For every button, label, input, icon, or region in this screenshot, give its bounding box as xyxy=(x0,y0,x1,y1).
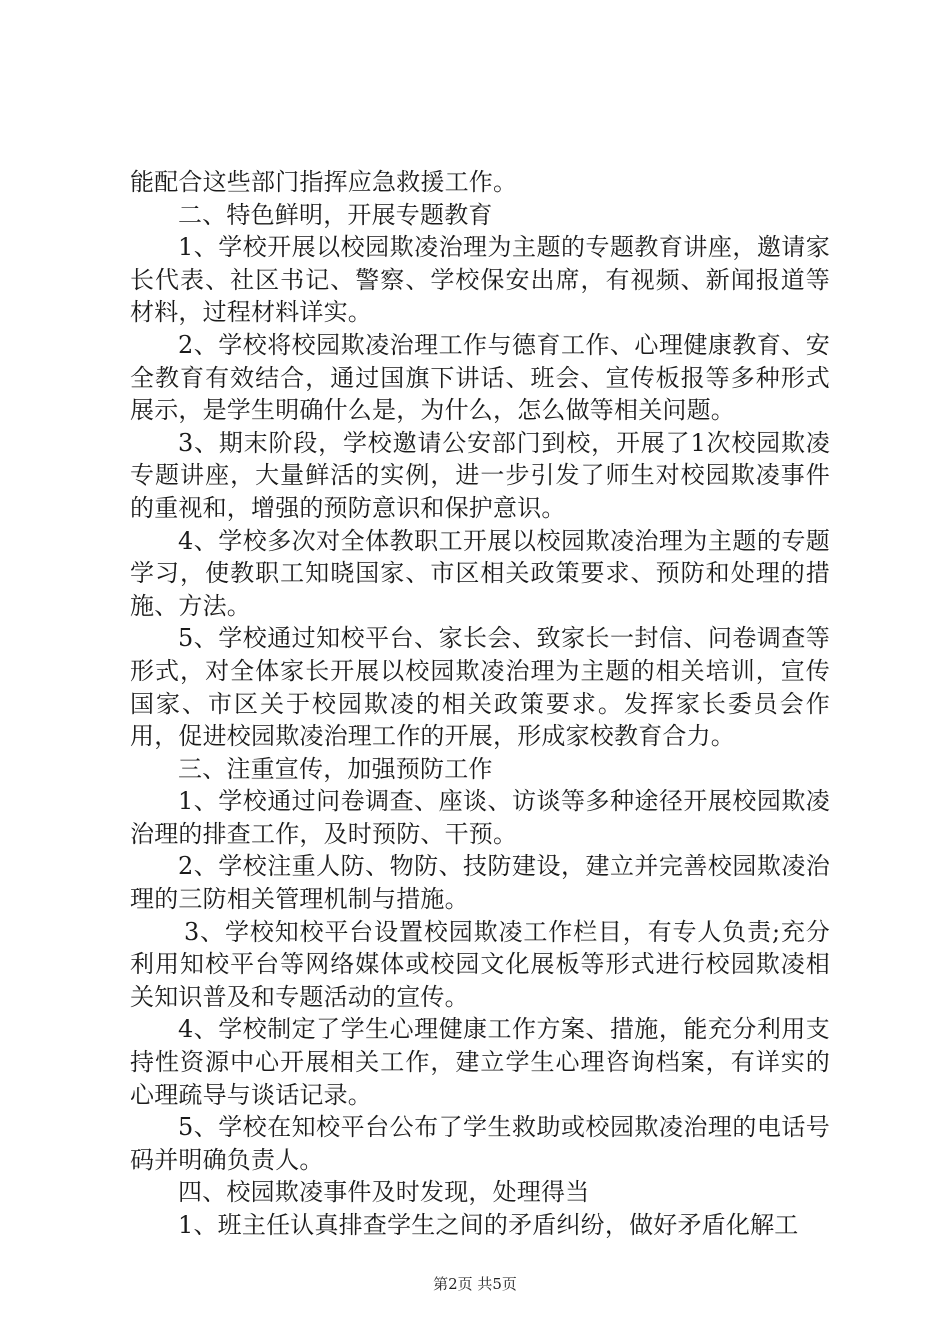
paragraph: 1、班主任认真排查学生之间的矛盾纠纷，做好矛盾化解工 xyxy=(178,1211,799,1239)
paragraph: 2、学校注重人防、物防、技防建设，建立并完善校园欺凌治理的三防相关管理机制与措施。 xyxy=(130,852,830,914)
paragraph: 3、期末阶段，学校邀请公安部门到校，开展了1次校园欺凌专题讲座，大量鲜活的实例，进一步引发了师生对校园欺凌事件的重视和，增强的预防意识和保护意识。 xyxy=(130,428,830,522)
paragraph: 三、注重宣传，加强预防工作 xyxy=(178,754,493,783)
paragraph: 4、学校制定了学生心理健康工作方案、措施，能充分利用支持性资源中心开展相关工作，建立学生心理咨询档案，有详实的心理疏导与谈话记录。 xyxy=(130,1015,830,1109)
paragraph: 二、特色鲜明，开展专题教育 xyxy=(178,200,493,229)
page-footer: 第2页 共5页 xyxy=(433,1275,517,1293)
paragraph: 1、学校开展以校园欺凌治理为主题的专题教育讲座，邀请家长代表、社区书记、警察、学校保安出席，有视频、新闻报道等材料，过程材料详实。 xyxy=(130,233,830,327)
paragraph: 3、学校知校平台设置校园欺凌工作栏目，有专人负责;充分利用知校平台等网络媒体或校园文化展板等形式进行校园欺凌相关知识普及和专题活动的宣传。 xyxy=(130,917,830,1011)
paragraph: 四、校园欺凌事件及时发现，处理得当 xyxy=(178,1178,590,1207)
paragraph: 4、学校多次对全体教职工开展以校园欺凌治理为主题的专题学习，使教职工知晓国家、市区相关政策要求、预防和处理的措施、方法。 xyxy=(130,526,830,620)
paragraph: 5、学校在知校平台公布了学生救助或校园欺凌治理的电话号码并明确负责人。 xyxy=(130,1113,830,1174)
paragraph: 1、学校通过问卷调查、座谈、访谈等多种途径开展校园欺凌治理的排查工作，及时预防、干预。 xyxy=(130,787,830,848)
paragraph: 5、学校通过知校平台、家长会、致家长一封信、问卷调查等形式，对全体家长开展以校园欺凌治理为主题的相关培训，宣传国家、市区关于校园欺凌的相关政策要求。发挥家长委员会作用，促进校园欺凌治理工作的开展，形成家校教育合力。 xyxy=(130,624,830,751)
document-body xyxy=(130,166,830,1242)
paragraph: 能配合这些部门指挥应急救援工作。 xyxy=(130,168,518,196)
paragraph: 2、学校将校园欺凌治理工作与德育工作、心理健康教育、安全教育有效结合，通过国旗下讲话、班会、宣传板报等多种形式展示，是学生明确什么是，为什么，怎么做等相关问题。 xyxy=(130,330,830,425)
